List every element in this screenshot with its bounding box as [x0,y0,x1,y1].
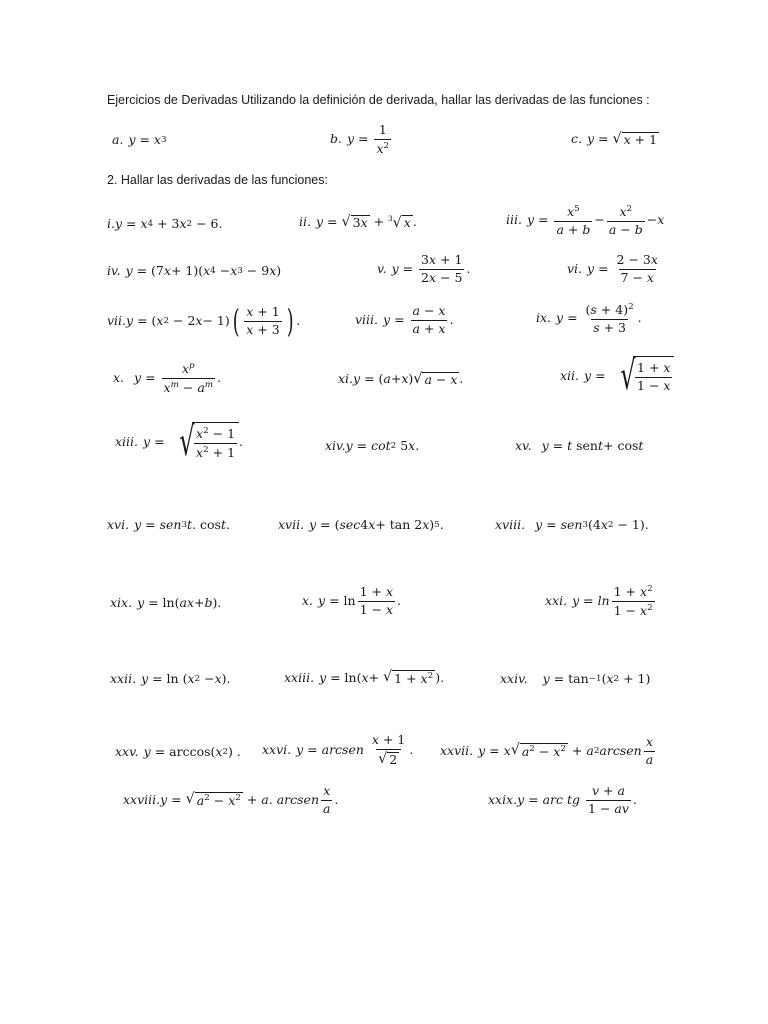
exercise-ix: ix. y = $\frac{(s + 4)^2}{s + 3}$ . [536,302,642,335]
exercise-xix: xix. y = ln( ax + b ). [110,595,222,610]
exercise-xvii: xvii. y = ( sec 4 x + tan 2 x ) 5 . [278,517,444,532]
exercise-xv: xv. y = t sen t + cos t [515,438,644,453]
exercise-x-log: x. y = ln $\frac{1 + x}{1 - x}$ . [302,584,401,617]
exercise-v: v. y = $\frac{3x + 1}{2x - 5}$ . [377,252,471,285]
exercise-iii: iii. y = $\frac{x^5}{a + b}$ − $\frac{x^2}{a - b}$ − x [506,204,665,237]
exercise-xviii: xviii. y = sen 3 (4 x 2 − 1). [495,517,649,532]
exercise-vii: vii. y = ( x 2 − 2 x − 1) ( $\frac{x + 1}{x + 3}$ ) . [107,302,301,340]
exercise-xxii: xxii. y = ln ( x 2 − x ). [110,671,231,686]
exercise-x: x. y = $\frac{x^p}{x^m - a^m}$ . [113,361,222,395]
exercise-a: a. y = x 3 [112,132,167,147]
exercise-xiii: xiii. y = √ $\frac{x^2 - 1}{x^2 + 1}$ . [115,419,244,465]
section-2-heading: 2. Hallar las derivadas de las funciones: [107,173,328,187]
exercise-viii: viii. y = $\frac{a - x}{a + x}$ . [355,303,454,336]
exercise-iv: iv. y = (7 x + 1)( x 4 − x 3 − 9 x ) [107,263,282,278]
exercise-xxi: xxi. y = ln $\frac{1 + x^2}{1 - x^2}$ [545,584,653,618]
intro-text: Ejercicios de Derivadas Utilizando la definición de derivada, hallar las derivadas de las funciones : [107,93,650,107]
exercise-xiv: xiv. y = cot 2 5 x . [325,438,420,453]
exercise-b: b. y = $\frac{1}{x^2}$ [330,122,390,156]
exercise-xxvi: xxvi. y = arcsen x + 1 √ 2 . [262,732,414,767]
exercise-xxiv: xxiv. y = tan −1 ( x 2 + 1) [500,671,651,686]
exercise-ii: ii. y = √ 3x + $^3$√ x . [299,214,417,231]
exercise-xii: xii. y = √ $\frac{1 + x}{1 - x}$ [560,356,674,396]
exercise-xxv: xxv. y = arccos( x 2 ) . [115,744,241,759]
exercise-xi: xi. y = ( a + x ) √ a − x . [338,371,464,387]
exercise-i: i. y = x 4 + 3 x 2 − 6. [107,216,223,231]
exercise-xxiii: xxiii. y = ln( x + √ $1 + x^2$ ). [284,669,445,687]
exercise-xxvii: xxvii. y = x √ $a^2 - x^2$ + a 2 arcsen $\frac{x}{a}$ [440,734,654,767]
exercise-vi: vi. y = $\frac{2 - 3x}{7 - x}$ [567,252,658,285]
exercise-xvi: xvi. y = sen 3 t . cos t . [107,517,230,532]
exercise-xxviii: xxviii. y = √ $a^2 - x^2$ + a . arcsen $\frac{x}{a}$ . [123,783,339,816]
exercise-c: c. y = √ x + 1 [571,131,658,147]
exercise-xxix: xxix. y = arc tg $\frac{v + a}{1 - av}$ . [488,783,637,816]
